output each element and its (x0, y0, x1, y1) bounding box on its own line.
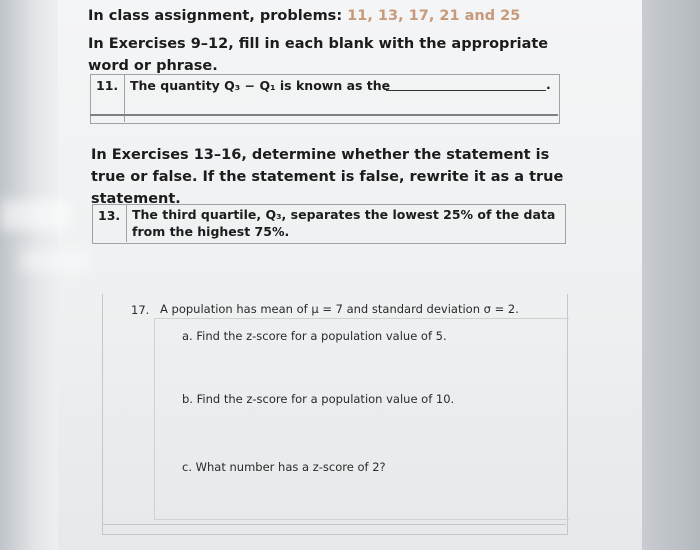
fill-in-instructions-line1: In Exercises 9–12, fill in each blank with the appropriate (88, 36, 549, 52)
exercise-11-period: . (546, 77, 551, 92)
light-glare-lower (20, 250, 90, 272)
true-false-instructions-line3: statement. (91, 191, 181, 207)
true-false-instructions-line2: true or false. If the statement is false, rewrite it as a true (91, 169, 564, 185)
exercise-13-text-line2: from the highest 75%. (132, 224, 290, 239)
title-problem-numbers: 11, 13, 17, 21 and 25 (347, 8, 521, 24)
worksheet-page (58, 0, 642, 550)
problem-17-statement: A population has mean of μ = 7 and standard deviation σ = 2. (160, 302, 519, 316)
problem-17-bottom-rule (102, 524, 566, 525)
exercise-13-number: 13. (98, 208, 121, 223)
light-glare (0, 200, 70, 230)
exercise-13-text-line1: The third quartile, Q₃, separates the lowest 25% of the data (132, 207, 556, 222)
left-background (0, 0, 60, 550)
problem-17-part-b: b. Find the z-score for a population value of 10. (182, 392, 455, 406)
exercise-11-number: 11. (96, 78, 119, 93)
exercise-11-blank (386, 90, 546, 91)
page-title (88, 6, 520, 27)
fill-in-instructions-line2: word or phrase. (88, 58, 218, 74)
exercise-11-bottom-rule (90, 114, 558, 116)
exercise-11-text: The quantity Q₃ − Q₁ is known as the (130, 78, 391, 93)
right-background (640, 0, 700, 550)
problem-17-part-c: c. What number has a z-score of 2? (182, 460, 386, 474)
true-false-instructions-line1: In Exercises 13–16, determine whether the statement is (91, 147, 550, 163)
title-prefix: In class assignment, problems: (88, 8, 348, 24)
problem-17-answer-area (154, 318, 569, 520)
problem-17-part-a: a. Find the z-score for a population value of 5. (182, 329, 447, 343)
problem-17-number: 17. (131, 303, 150, 317)
